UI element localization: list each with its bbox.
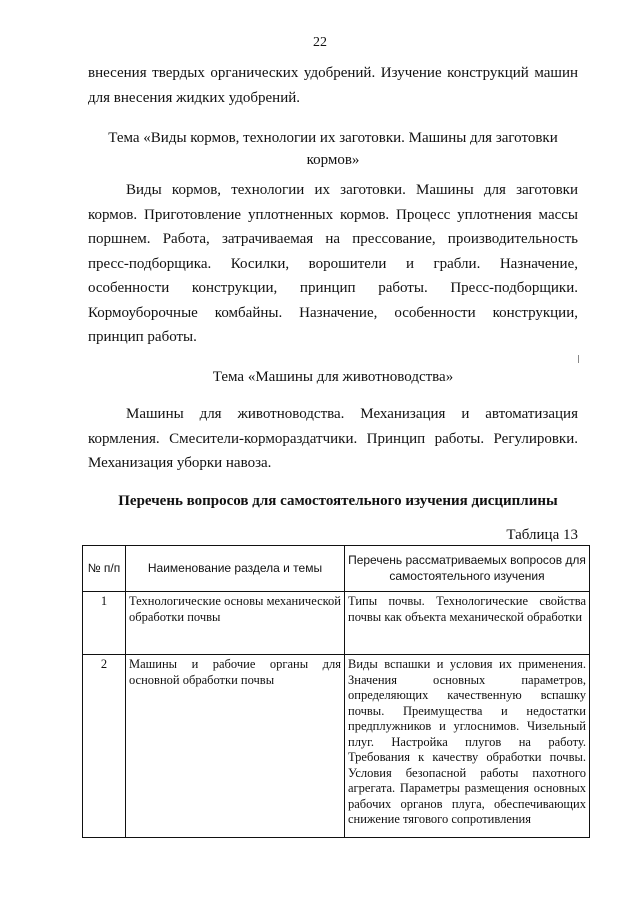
topic-title-feeds: Тема «Виды кормов, технологии их заготовки. Машины для заготовки кормов» <box>108 130 558 168</box>
header-number: № п/п <box>83 546 126 592</box>
row-questions: Типы почвы. Технологические свойства почвы как объекта механической обработки <box>345 592 590 655</box>
row-number: 1 <box>83 592 126 655</box>
row-section: Машины и рабочие органы для основной обработки почвы <box>126 655 345 838</box>
page-number: 22 <box>313 35 327 50</box>
row-section: Технологические основы механической обработки почвы <box>126 592 345 655</box>
table-row <box>83 655 590 838</box>
table-row <box>83 592 590 655</box>
header-questions: Перечень рассматриваемых вопросов для самостоятельного изучения <box>345 546 590 592</box>
row-number: 2 <box>83 655 126 838</box>
row-questions: Виды вспашки и условия их применения. Значения основных параметров, определяющих качественную вспашку почвы. Преимущества и недостатки предплужников и углоснимов. Чизельный плуг. Настройка плугов на работу. Требования к качеству обработки почвы. Условия безопасной работы пахотного агрегата. Параметры размещения основных рабочих органов плуга, обеспечивающих снижение тягового сопротивления <box>345 655 590 838</box>
table-header-row <box>83 546 590 592</box>
self-study-table <box>82 545 590 838</box>
topic-body-livestock: Машины для животноводства. Механизация и автоматизация кормления. Смесители-кормораздатчики. Принцип работы. Регулировки. Механизация уборки навоза. <box>88 406 578 471</box>
topic-body-feeds: Виды кормов, технологии их заготовки. Машины для заготовки кормов. Приготовление уплотненных кормов. Процесс уплотнения массы поршнем. Работа, затрачиваемая на прессование, производительность пресс-подборщика. Косилки, ворошители и грабли. Назначение, особенности конструкции, принцип работы. Пресс-подборщики. Кормоуборочные комбайны. Назначение, особенности конструкции, принцип работы. <box>88 182 578 345</box>
header-section: Наименование раздела и темы <box>126 546 345 592</box>
scan-mark <box>578 355 579 363</box>
topic-title-livestock: Тема «Машины для животноводства» <box>212 369 454 385</box>
section-heading: Перечень вопросов для самостоятельного изучения дисциплины <box>118 493 558 509</box>
table-label: Таблица 13 <box>506 527 578 543</box>
intro-paragraph: внесения твердых органических удобрений. Изучение конструкций машин для внесения жидких удобрений. <box>88 65 578 106</box>
